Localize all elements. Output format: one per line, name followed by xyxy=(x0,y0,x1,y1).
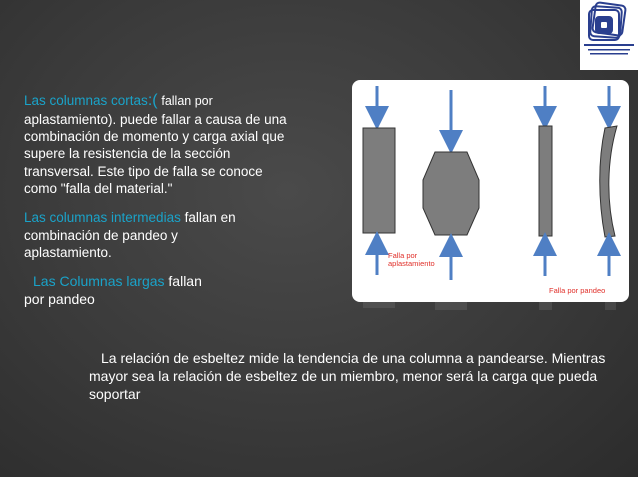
short-columns-line: aplastamiento). puede fallar a causa de una xyxy=(24,112,287,127)
intermediate-columns-rest: fallan en xyxy=(184,210,236,225)
short-columns-line: supere la resistencia de la sección xyxy=(24,146,231,161)
institution-logo xyxy=(580,0,638,70)
column-failure-figure xyxy=(352,80,629,302)
intermediate-columns-heading xyxy=(24,209,236,226)
slenderness-text: La relación de esbeltez mide la tendencia de una columna a pandearse. Mientras mayor sea la relación de esbeltez de un miembro, menor será la carga que pueda soportar xyxy=(89,350,606,402)
column-failure-diagram xyxy=(352,80,629,302)
long-columns-heading xyxy=(33,273,202,290)
intermediate-columns-term: Las columnas intermedias xyxy=(24,210,181,225)
crushing-failure-label xyxy=(388,252,435,268)
short-columns-heading xyxy=(24,92,213,110)
long-columns-term: Las Columnas largas xyxy=(33,273,165,289)
short-columns-line: transversal. Este tipo de falla se conoce xyxy=(24,164,263,179)
short-columns-term: Las columnas cortas xyxy=(24,93,148,108)
crushing-failure-label-line2: aplastamiento xyxy=(388,259,435,268)
slenderness-paragraph xyxy=(89,349,609,403)
intermediate-columns-line: aplastamiento. xyxy=(24,245,112,260)
long-columns-rest: fallan xyxy=(168,273,202,289)
long-columns-line: por pandeo xyxy=(24,291,95,307)
intermediate-columns-line: combinación de pandeo y xyxy=(24,228,178,243)
bulged-column-shape xyxy=(423,152,479,235)
crushing-failure-label-line1: Falla por xyxy=(388,251,418,260)
short-columns-rest: fallan por xyxy=(161,94,213,108)
short-columns-line: como "falla del material." xyxy=(24,181,173,196)
short-column-shape xyxy=(363,128,395,233)
figure-reflection xyxy=(352,302,629,324)
slender-column-shape xyxy=(539,126,552,236)
buckling-failure-label: Falla por pandeo xyxy=(549,286,606,295)
short-columns-symbol: :( xyxy=(147,92,158,109)
short-columns-line: combinación de momento y carga axial que xyxy=(24,129,285,144)
buckled-column-shape xyxy=(600,126,617,237)
